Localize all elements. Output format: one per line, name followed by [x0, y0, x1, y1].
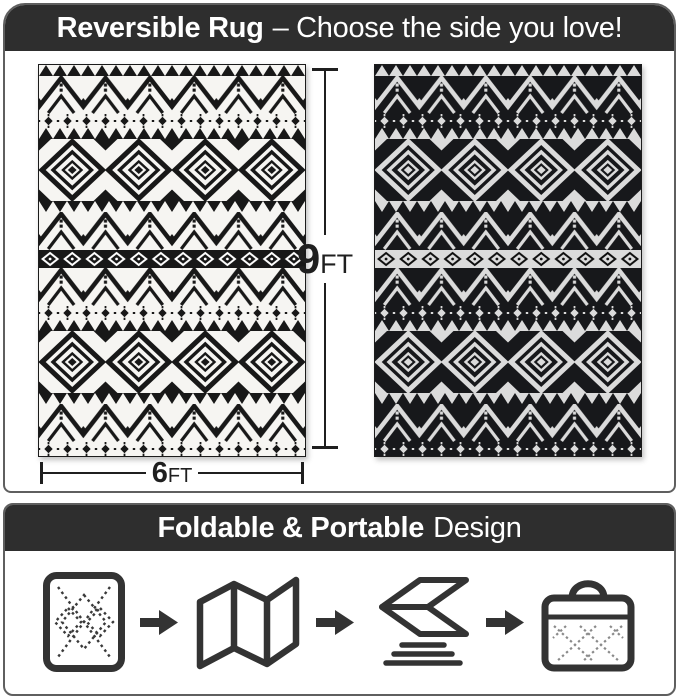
dimension-tick-bottom	[312, 446, 338, 449]
carry-bag-icon	[538, 571, 638, 674]
dimension-line-lower	[324, 283, 327, 447]
width-dimension-label	[151, 456, 193, 489]
dimension-tick-right	[301, 462, 304, 484]
dimension-line-upper	[324, 71, 327, 235]
bottom-banner-bold-text: Foldable & Portable	[157, 511, 425, 544]
width-value: 6	[151, 456, 168, 489]
bottom-banner-regular-text: Design	[433, 511, 522, 544]
rug-reverse-side	[374, 64, 642, 457]
trifold-rug-icon	[192, 572, 302, 672]
width-unit: FT	[167, 464, 193, 487]
height-dimension-label	[296, 234, 354, 282]
flat-rug-icon	[42, 571, 126, 673]
fold-steps-row	[5, 550, 674, 694]
dimension-line-right	[198, 472, 301, 475]
top-banner-bold-text: Reversible Rug	[56, 11, 264, 44]
rug-reverse-invert-wrap	[375, 65, 641, 456]
top-banner-regular-text: – Choose the side you love!	[272, 11, 623, 44]
dimension-line-left	[43, 472, 146, 475]
width-dimension	[40, 455, 304, 491]
bottom-banner	[5, 505, 674, 551]
arrow-right-icon	[140, 609, 178, 636]
height-value: 9	[296, 234, 321, 282]
rug-reverse-pattern	[375, 65, 641, 456]
zfold-stack-icon	[368, 572, 472, 672]
height-unit: FT	[320, 248, 354, 279]
rug-front-pattern	[39, 65, 305, 456]
height-dimension	[295, 68, 355, 449]
arrow-right-icon	[486, 609, 524, 636]
rug-front-side	[38, 64, 306, 457]
top-banner	[5, 5, 674, 51]
arrow-right-icon	[316, 609, 354, 636]
